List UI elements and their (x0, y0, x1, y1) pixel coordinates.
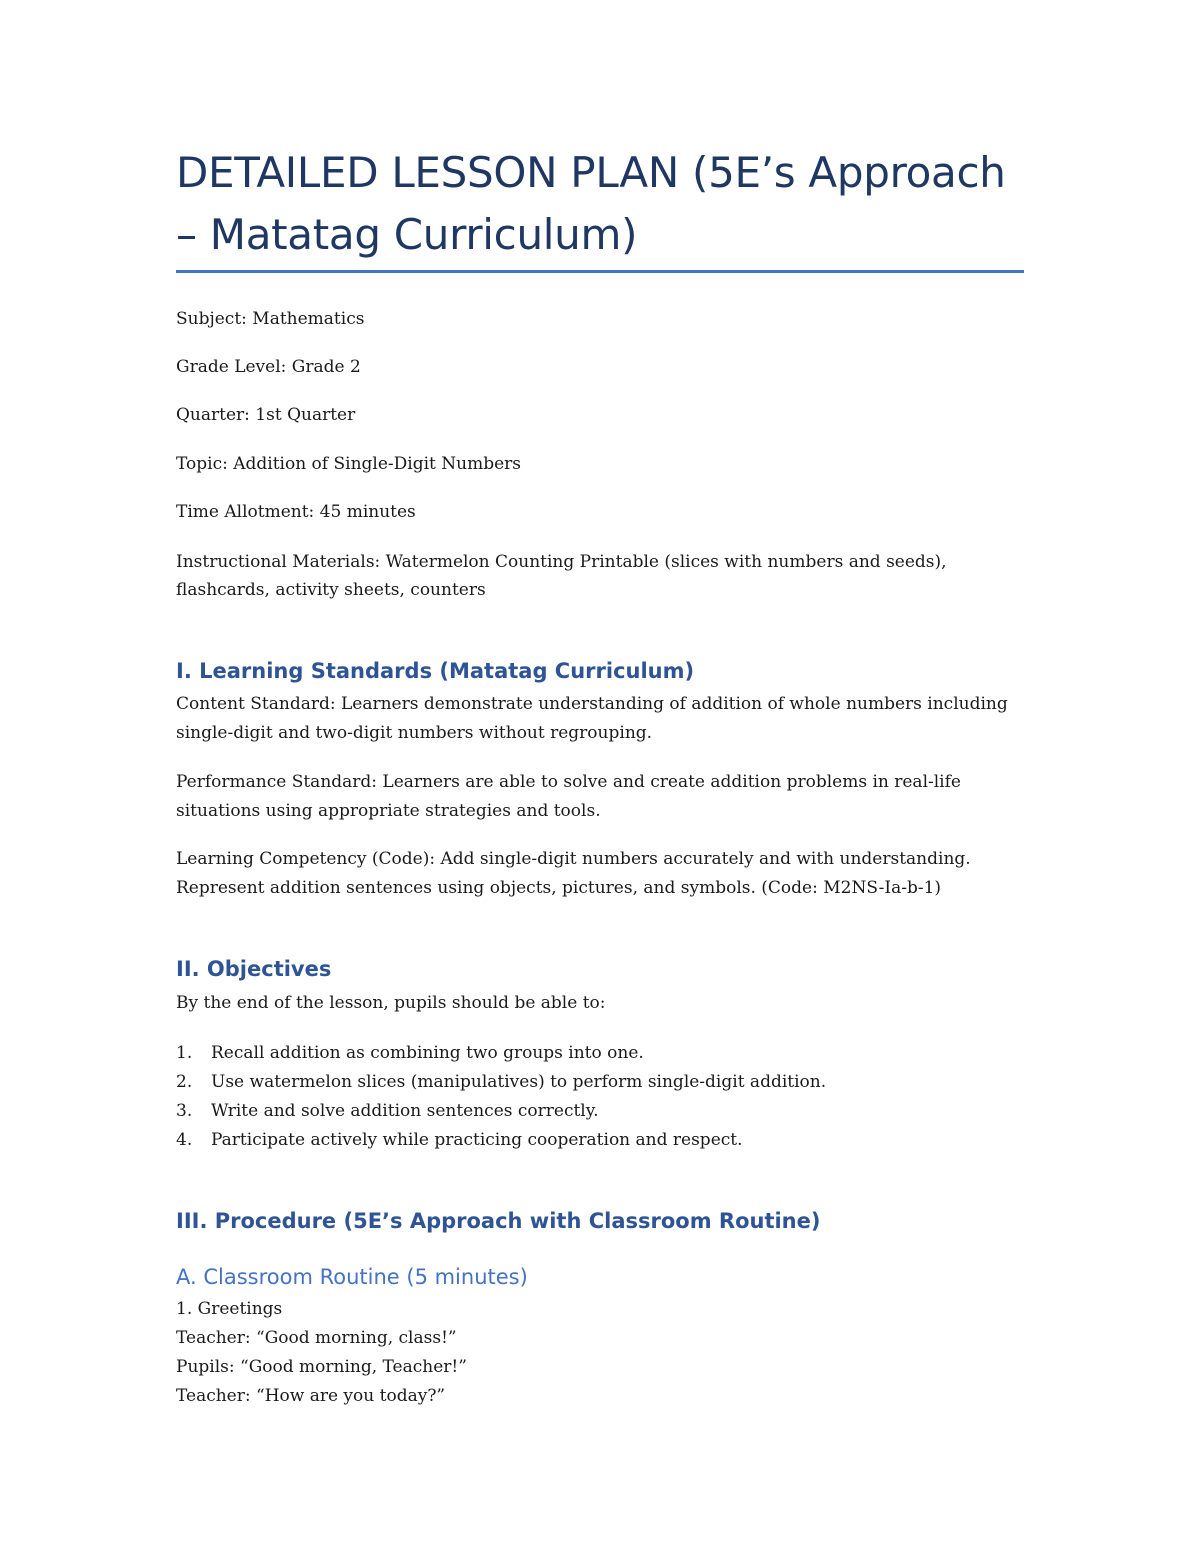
dialogue-line: Pupils: “Good morning, Teacher!” (176, 1357, 467, 1377)
dialogue-line: Teacher: “How are you today?” (176, 1386, 446, 1406)
dialogue-line: Teacher: “Good morning, class!” (176, 1328, 457, 1348)
routine-dialogue (176, 1295, 1024, 1411)
heading-procedure: III. Procedure (5E’s Approach with Classroom Routine) (176, 1209, 821, 1233)
list-item (176, 1039, 1024, 1068)
heading-classroom-routine: A. Classroom Routine (5 minutes) (176, 1265, 528, 1289)
list-item-text: Recall addition as combining two groups into one. (211, 1043, 644, 1063)
title-underline (176, 270, 1024, 273)
meta-topic: Topic: Addition of Single-Digit Numbers (176, 454, 522, 474)
meta-quarter: Quarter: 1st Quarter (176, 405, 356, 425)
dialogue-line: 1. Greetings (176, 1299, 283, 1319)
objectives-list (176, 1039, 1024, 1155)
meta-time-allotment: Time Allotment: 45 minutes (176, 502, 416, 522)
list-item (176, 1097, 1024, 1126)
meta-subject: Subject: Mathematics (176, 309, 365, 329)
list-item-text: Use watermelon slices (manipulatives) to perform single-digit addition. (211, 1072, 827, 1092)
list-item-text: Participate actively while practicing cooperation and respect. (211, 1130, 743, 1150)
list-item-number: 2. (176, 1072, 193, 1092)
list-item-text: Write and solve addition sentences correctly. (211, 1101, 599, 1121)
list-item (176, 1126, 1024, 1155)
heading-objectives: II. Objectives (176, 957, 332, 981)
heading-learning-standards: I. Learning Standards (Matatag Curriculum) (176, 659, 695, 683)
objectives-intro: By the end of the lesson, pupils should be able to: (176, 993, 606, 1013)
list-item (176, 1068, 1024, 1097)
list-item-number: 3. (176, 1101, 193, 1121)
list-item-number: 1. (176, 1043, 193, 1063)
document-title: DETAILED LESSON PLAN (5E’s Approach – Matatag Curriculum) (176, 148, 1006, 259)
meta-instructional-materials: Instructional Materials: Watermelon Counting Printable (slices with numbers and seeds), flashcards, activity sheets, counters (176, 552, 947, 600)
learning-competency: Learning Competency (Code): Add single-digit numbers accurately and with understanding. Represent addition sentences using objects, pictures, and symbols. (Code: M2NS-Ia-b-1) (176, 849, 971, 898)
list-item-number: 4. (176, 1130, 193, 1150)
meta-grade-level: Grade Level: Grade 2 (176, 357, 361, 377)
performance-standard: Performance Standard: Learners are able to solve and create addition problems in real-life situations using appropriate strategies and tools. (176, 772, 961, 821)
content-standard: Content Standard: Learners demonstrate understanding of addition of whole numbers including single-digit and two-digit numbers without regrouping. (176, 694, 1008, 743)
